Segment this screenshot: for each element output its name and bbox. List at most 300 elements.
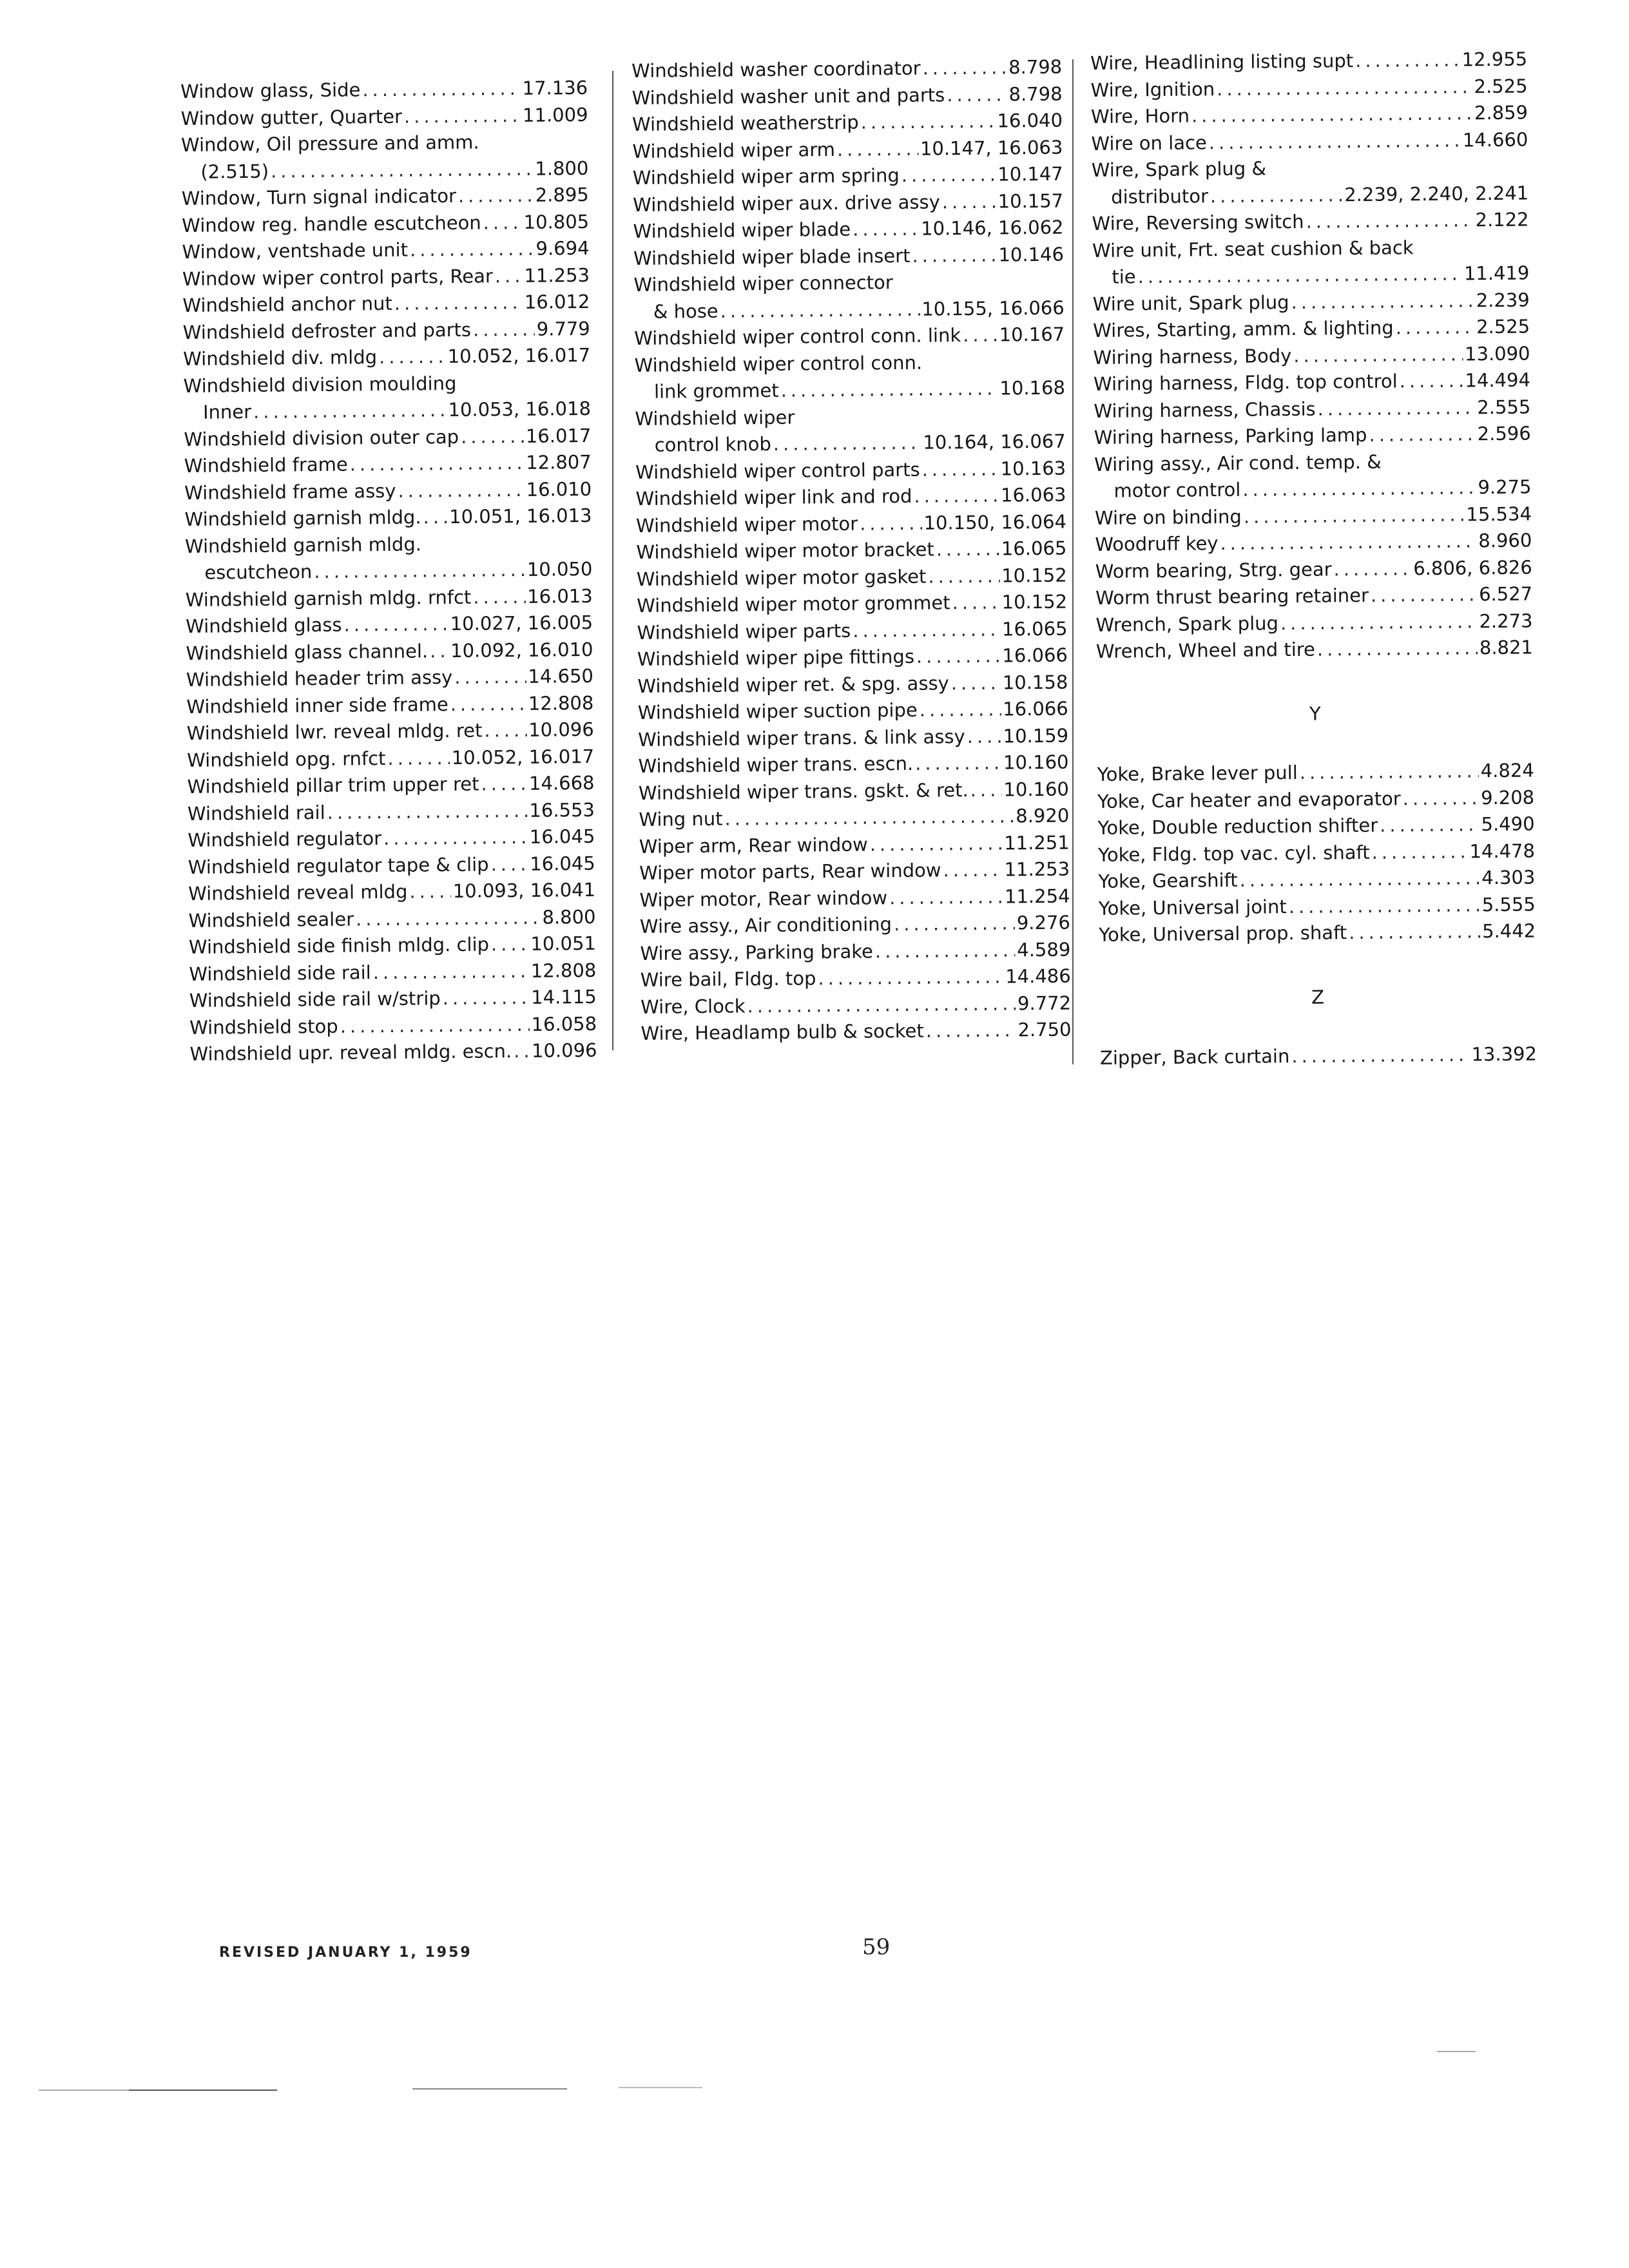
index-entry (188, 903, 595, 934)
dot-leader (1317, 394, 1475, 423)
dot-leader (454, 664, 526, 691)
index-entry-heading (183, 369, 590, 399)
entry-page-ref: 14.668 (528, 771, 595, 794)
column-divider-1 (612, 71, 613, 1050)
index-entry (639, 829, 1070, 860)
dot-leader (1217, 73, 1472, 102)
entry-name: Wire, Spark plug & (1091, 157, 1267, 181)
entry-page-ref: 10.051, 16.013 (448, 504, 592, 528)
entry-name: Windshield wiper motor gasket (636, 565, 927, 590)
dot-leader (387, 745, 450, 772)
index-entry (188, 796, 595, 827)
entry-page-ref: 2.239 (1476, 288, 1530, 311)
entry-name: Windshield wiper trans. escn. (638, 752, 914, 777)
entry-page-ref: 14.486 (1005, 965, 1071, 988)
entry-name: Window, ventshade unit (182, 238, 409, 263)
entry-name: Windshield upr. reveal mldg. escn. (189, 1040, 512, 1065)
dot-leader (967, 723, 1001, 750)
entry-name: tie (1112, 265, 1136, 288)
index-entry-heading (1094, 447, 1531, 478)
entry-name: Windshield regulator (188, 827, 382, 851)
entry-name: Yoke, Fldg. top vac. cyl. shaft (1097, 841, 1370, 866)
entry-name: Windshield weatherstrip (631, 111, 859, 135)
index-entry (1093, 287, 1530, 318)
entry-page-ref: 16.013 (527, 584, 593, 608)
index-entry (639, 803, 1069, 834)
entry-name: Window reg. handle escutcheon (182, 211, 481, 236)
dot-leader (410, 236, 534, 264)
entry-page-ref: 14.494 (1465, 369, 1531, 392)
entry-name: (2.515) (200, 160, 269, 183)
entry-name: Wiring harness, Fldg. top control (1093, 370, 1398, 395)
dot-leader (1191, 100, 1472, 130)
entry-name: distributor (1111, 184, 1209, 208)
entry-page-ref: 10.096 (528, 718, 594, 741)
entry-name: Windshield side rail w/strip (189, 987, 441, 1012)
entry-page-ref: 9.275 (1478, 476, 1532, 499)
dot-leader (443, 985, 530, 1012)
index-entry (180, 75, 588, 106)
scan-artifact-line (1437, 2051, 1476, 2052)
entry-name: Window wiper control parts, Rear (182, 264, 493, 290)
entry-name: Wiring harness, Body (1093, 344, 1292, 369)
entry-page-ref: 10.146, 16.062 (921, 216, 1064, 240)
index-entry (1094, 367, 1530, 398)
entry-name: Wing nut (639, 807, 723, 831)
index-entry (189, 1010, 597, 1041)
index-entry-continuation (1094, 474, 1531, 505)
entry-name: link grommet (653, 379, 779, 403)
entry-name: Windshield glass (185, 613, 342, 637)
index-entry (639, 856, 1070, 887)
index-entry (632, 134, 1063, 165)
dot-leader (1400, 367, 1463, 394)
dot-leader (343, 611, 448, 639)
entry-name: Yoke, Double reduction shifter (1097, 814, 1378, 839)
entry-name: Windshield wiper suction pipe (637, 698, 918, 724)
entry-name: Wire, Clock (640, 994, 746, 1018)
dot-leader (889, 883, 1003, 911)
dot-leader (314, 557, 525, 586)
entry-page-ref: 10.155, 16.066 (921, 296, 1065, 320)
dot-leader (1317, 635, 1478, 663)
dot-leader (1210, 182, 1343, 209)
dot-leader (350, 450, 525, 478)
entry-page-ref: 5.442 (1481, 919, 1536, 943)
entry-page-ref: 10.167 (999, 323, 1065, 346)
entry-page-ref: 10.152 (1001, 564, 1067, 587)
index-entry (180, 101, 588, 132)
entry-name: Windshield wiper parts (637, 619, 851, 644)
dot-leader (1293, 341, 1463, 369)
dot-leader (818, 964, 1003, 992)
index-entry (631, 81, 1062, 111)
index-entry (188, 823, 595, 854)
entry-page-ref: 12.808 (528, 691, 594, 715)
dot-leader (724, 803, 1014, 832)
index-entry (637, 589, 1067, 620)
entry-page-ref: 10.163 (1000, 457, 1066, 480)
entry-name: Windshield wiper ret. & spg. assy (637, 671, 949, 697)
entry-page-ref: 10.157 (998, 189, 1064, 213)
dot-leader (901, 162, 996, 189)
entry-name: Wiper motor, Rear window (639, 886, 888, 911)
dot-leader (253, 397, 447, 425)
dot-leader (914, 483, 999, 510)
entry-page-ref: 11.253 (1004, 858, 1070, 881)
index-entry (641, 990, 1071, 1021)
entry-page-ref: 17.136 (522, 76, 588, 99)
entry-name: Wire, Reversing switch (1092, 210, 1304, 235)
entry-page-ref: 1.800 (535, 157, 589, 180)
entry-page-ref: 15.534 (1466, 502, 1532, 525)
index-entry (1099, 918, 1536, 948)
dot-leader (936, 536, 1000, 563)
entry-name: Wire assy., Parking brake (640, 939, 874, 965)
entry-page-ref: 2.273 (1479, 609, 1533, 632)
dot-leader (1242, 474, 1476, 503)
index-entry (1097, 784, 1534, 815)
dot-leader (1369, 421, 1476, 448)
dot-leader (928, 562, 999, 590)
entry-page-ref: 16.066 (1002, 644, 1068, 667)
entry-page-ref: 2.555 (1477, 395, 1531, 418)
index-entry (1096, 634, 1533, 665)
dot-leader (1396, 314, 1475, 341)
entry-page-ref: 10.027, 16.005 (450, 611, 593, 635)
section-letter: Y (1309, 702, 1321, 725)
entry-name: Windshield inner side frame (186, 693, 448, 718)
entry-page-ref: 10.052, 16.017 (451, 745, 595, 769)
dot-leader (870, 830, 1003, 858)
index-entry (633, 215, 1063, 245)
entry-page-ref: 2.525 (1474, 74, 1528, 97)
entry-page-ref: 11.254 (1004, 885, 1070, 908)
dot-leader (450, 690, 527, 718)
entry-page-ref: 2.525 (1476, 315, 1530, 338)
entry-name: Windshield wiper (635, 406, 795, 430)
entry-name: Worm thrust bearing retainer (1095, 584, 1369, 609)
index-entry (635, 482, 1066, 513)
dot-leader (394, 289, 523, 317)
entry-name: Windshield wiper trans. gskt. & ret. (638, 778, 969, 804)
column-divider-2 (1072, 59, 1074, 1064)
entry-name: Windshield wiper link and rod (635, 485, 912, 510)
dot-leader (1209, 127, 1461, 156)
entry-page-ref: 8.798 (1008, 82, 1063, 105)
dot-leader (922, 54, 1007, 82)
index-entry (189, 984, 597, 1015)
index-entry (1094, 394, 1530, 425)
dot-leader (1280, 608, 1478, 637)
scan-artifact-line (39, 2090, 129, 2091)
entry-name: Windshield wiper arm (632, 138, 836, 162)
entry-page-ref: 14.478 (1469, 839, 1536, 862)
entry-page-ref: 10.050 (526, 557, 593, 581)
dot-leader (853, 616, 1000, 644)
index-entry (188, 850, 595, 881)
index-entry (1093, 340, 1530, 371)
dot-leader (747, 990, 1016, 1019)
entry-name: Windshield division outer cap (184, 425, 459, 450)
dot-leader (1371, 581, 1478, 609)
entry-page-ref: 16.045 (529, 825, 595, 848)
entry-page-ref: 16.058 (531, 1012, 597, 1035)
dot-leader (1220, 528, 1476, 557)
dot-leader (423, 504, 447, 531)
entry-name: Wiper motor parts, Rear window (639, 859, 941, 884)
entry-name: Windshield rail (187, 801, 325, 825)
dot-leader (1291, 287, 1474, 316)
entry-name: control knob (654, 432, 772, 456)
entry-page-ref: 8.821 (1479, 636, 1534, 659)
entry-name: Windshield wiper arm spring (632, 164, 900, 189)
index-entry-continuation (634, 294, 1065, 325)
entry-page-ref: 8.800 (542, 905, 596, 928)
entry-page-ref: 2.596 (1477, 422, 1531, 445)
index-entry (637, 669, 1068, 700)
scan-artifact-line (412, 2088, 567, 2090)
entry-name: Windshield defroster and parts (182, 318, 472, 343)
dot-leader (780, 376, 998, 405)
entry-page-ref: 16.065 (1001, 537, 1067, 560)
entry-page-ref: 14.115 (531, 985, 597, 1008)
entry-name: Yoke, Universal prop. shaft (1099, 921, 1347, 946)
entry-page-ref: 10.158 (1002, 671, 1068, 694)
entry-page-ref: 16.065 (1001, 617, 1068, 640)
index-entry (1091, 99, 1528, 130)
entry-name: Window glass, Side (180, 79, 361, 102)
dot-leader (340, 1011, 530, 1039)
entry-page-ref: 9.694 (535, 236, 590, 260)
entry-page-ref: 16.553 (529, 798, 595, 822)
entry-name: Windshield garnish mldg. (184, 532, 422, 557)
section-letter: Z (1311, 986, 1325, 1008)
entry-name: Windshield wiper motor (635, 512, 858, 537)
dot-leader (860, 108, 995, 137)
dot-leader (271, 155, 534, 184)
entry-name: Wire, Ignition (1090, 77, 1215, 101)
index-entry (1098, 864, 1535, 895)
index-entry (189, 957, 596, 988)
entry-name: Windshield sealer (188, 907, 354, 932)
dot-leader (1371, 838, 1467, 866)
index-entry (637, 562, 1067, 593)
entry-name: Windshield glass channel. (186, 639, 429, 664)
index-entry (640, 936, 1070, 967)
index-entry-heading (634, 348, 1065, 379)
entry-name: Wire on lace (1091, 131, 1207, 155)
entry-name: Windshield stop (189, 1015, 338, 1039)
entry-name: Windshield washer unit and parts (631, 83, 945, 109)
entry-name: Wire bail, Fldg. top (640, 967, 816, 991)
entry-page-ref: 4.303 (1481, 866, 1536, 889)
dot-leader (853, 216, 919, 243)
entry-page-ref: 10.147, 16.063 (920, 136, 1063, 160)
entry-name: Windshield frame assy (184, 479, 396, 504)
entry-name: Windshield div. mldg (183, 346, 378, 370)
index-entry (183, 342, 590, 373)
dot-leader (875, 937, 1016, 965)
index-entry (632, 108, 1063, 139)
entry-page-ref: 10.164, 16.067 (923, 430, 1066, 454)
index-column-2 (631, 54, 1072, 1048)
dot-leader (481, 771, 527, 798)
entry-name: Wiper arm, Rear window (639, 833, 868, 858)
entry-name: Windshield side finish mldg. clip (188, 933, 490, 958)
entry-page-ref: 10.146 (998, 243, 1065, 266)
entry-page-ref: 12.807 (526, 450, 592, 474)
entry-name: Windshield division moulding (183, 372, 457, 397)
entry-name: Windshield regulator tape & clip (188, 852, 489, 878)
entry-name: Windshield wiper blade insert (633, 244, 911, 269)
index-entry-continuation (184, 396, 591, 427)
entry-name: Wire unit, Frt. seat cushion & back (1092, 236, 1414, 262)
index-entry (186, 582, 593, 613)
dot-leader (398, 476, 525, 504)
dot-leader (943, 857, 1003, 884)
entry-name: Window, Oil pressure and amm. (180, 131, 479, 156)
entry-name: Wires, Starting, amm. & lighting (1093, 316, 1394, 341)
entry-name: Windshield wiper connector (633, 271, 893, 296)
entry-page-ref: 2.122 (1475, 208, 1529, 231)
index-entry (1098, 838, 1535, 869)
dot-leader (947, 81, 1007, 108)
index-entry (184, 449, 592, 480)
entry-name: Windshield wiper control conn. link (634, 324, 961, 349)
entry-name: Wire unit, Spark plug (1092, 291, 1289, 315)
index-entry (183, 315, 590, 346)
entry-page-ref: 16.017 (525, 424, 592, 447)
entry-name: Wire assy., Air conditioning (639, 913, 892, 937)
dot-leader (1355, 46, 1460, 74)
index-entry (1095, 554, 1532, 585)
entry-name: Windshield wiper motor bracket (636, 538, 934, 563)
dot-leader (912, 242, 996, 269)
dot-leader (894, 910, 1015, 937)
dot-leader (1306, 207, 1473, 235)
dot-leader (327, 797, 528, 825)
dot-leader (1300, 758, 1479, 786)
entry-name: Windshield pillar trim upper ret (187, 773, 479, 798)
dot-leader (951, 669, 1001, 697)
entry-name: Worm bearing, Strg. gear (1095, 557, 1332, 582)
dot-leader (483, 209, 522, 236)
entry-page-ref: 9.208 (1480, 785, 1535, 809)
page-number: 59 (862, 1934, 891, 1960)
index-entry (641, 1017, 1071, 1048)
index-entry (1095, 581, 1532, 611)
entry-name: Yoke, Gearshift (1098, 869, 1238, 892)
index-entry-continuation (185, 556, 592, 587)
index-entry (639, 883, 1070, 914)
entry-name: Windshield header trim assy (186, 666, 453, 691)
entry-name: Inner (202, 400, 252, 423)
index-entry-heading (1092, 233, 1529, 264)
entry-page-ref: 10.051 (530, 932, 597, 955)
dot-leader (915, 750, 1001, 778)
dot-leader (1380, 811, 1480, 839)
entry-page-ref: 5.555 (1481, 892, 1536, 916)
dot-leader (379, 343, 446, 370)
dot-leader (373, 957, 529, 986)
entry-page-ref: 2.750 (1017, 1018, 1072, 1041)
entry-page-ref: 2.239, 2.240, 2.241 (1344, 181, 1529, 206)
entry-page-ref: 10.150, 16.064 (923, 510, 1067, 534)
index-entry (188, 877, 595, 908)
entry-page-ref: 11.251 (1004, 831, 1070, 854)
index-entry (184, 476, 592, 506)
dot-leader (491, 931, 529, 958)
entry-page-ref: 9.276 (1016, 911, 1071, 934)
entry-page-ref: 14.650 (528, 664, 594, 687)
dot-leader (430, 638, 448, 665)
dot-leader (404, 102, 521, 130)
entry-name: Windshield wiper motor grommet (636, 591, 950, 617)
entry-page-ref: 4.589 (1017, 938, 1071, 961)
index-entry-continuation (1092, 180, 1528, 211)
entry-page-ref: 10.096 (531, 1039, 597, 1062)
entry-name: Wiring harness, Chassis (1094, 398, 1316, 422)
index-entry-continuation (635, 375, 1065, 406)
entry-page-ref: 14.660 (1462, 128, 1528, 151)
dot-leader (1137, 260, 1462, 290)
entry-name: Yoke, Brake lever pull (1097, 761, 1298, 785)
dot-leader (720, 296, 920, 324)
entry-name: Wire on binding (1094, 505, 1242, 529)
entry-name: Yoke, Universal joint (1098, 895, 1287, 919)
entry-name: Windshield wiper control parts (635, 458, 920, 483)
index-entry (184, 503, 592, 533)
index-entry (186, 636, 593, 667)
index-entry (182, 262, 590, 293)
dot-leader (1333, 555, 1411, 583)
entry-page-ref: 16.066 (1003, 697, 1068, 720)
dot-leader (963, 322, 998, 349)
entry-page-ref: 13.392 (1471, 1043, 1537, 1066)
dot-leader (1403, 785, 1480, 812)
entry-page-ref: 9.779 (536, 317, 590, 340)
entry-name: Wire, Horn (1090, 104, 1190, 128)
dot-leader (921, 456, 998, 483)
entry-name: Wire, Headlamp bulb & socket (641, 1019, 924, 1044)
index-entry (637, 642, 1068, 673)
index-entry-continuation (181, 155, 588, 186)
index-entry-heading (1092, 153, 1528, 184)
entry-name: Windshield anchor nut (182, 292, 392, 316)
entry-page-ref: 10.168 (999, 376, 1066, 399)
entry-page-ref: 10.093, 16.041 (452, 878, 596, 902)
index-entry (640, 910, 1070, 941)
index-entry (186, 689, 593, 720)
entry-page-ref: 10.805 (523, 210, 590, 233)
entry-name: Windshield wiper aux. drive assy (633, 190, 940, 216)
dot-leader (409, 878, 451, 905)
index-entry (182, 235, 589, 266)
index-entry (631, 54, 1062, 85)
index-column-1 (180, 75, 597, 1068)
entry-page-ref: 16.040 (997, 109, 1063, 132)
dot-leader (773, 430, 921, 458)
index-entry (1097, 757, 1534, 788)
entry-name: motor control (1113, 478, 1241, 502)
index-entry (182, 208, 589, 239)
index-entry-heading (635, 401, 1065, 432)
dot-leader (837, 135, 918, 163)
entry-name: Windshield frame (184, 453, 348, 477)
entry-page-ref: 16.063 (1000, 483, 1066, 506)
index-entry (637, 615, 1067, 646)
